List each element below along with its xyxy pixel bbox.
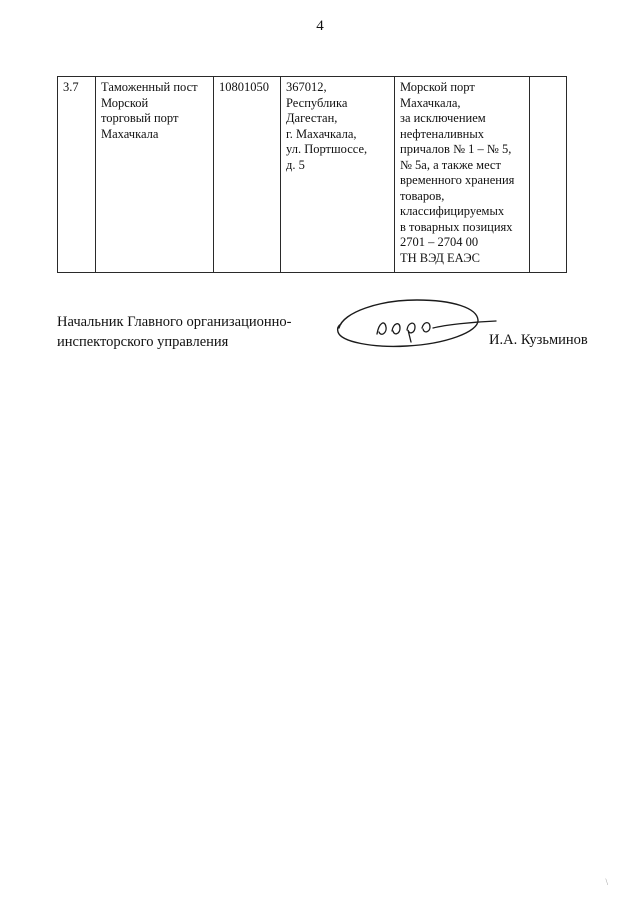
handwritten-signature-icon [325, 294, 500, 356]
cell-post-note: Морской порт Махачкала, за исключением нефтеналивных причалов № 1 – № 5, № 5а, а также мест временного хранения товаров, классифицируемых в товарных позициях 2701 – 2704 00 ТН ВЭД ЕАЭС [395, 77, 530, 273]
page-number: 4 [316, 18, 324, 34]
cell-item-number: 3.7 [58, 77, 96, 273]
cell-post-address: 367012, Республика Дагестан, г. Махачкала, ул. Портшоссе, д. 5 [281, 77, 395, 273]
cell-post-code: 10801050 [214, 77, 281, 273]
cell-post-name: Таможенный пост Морской торговый порт Махачкала [96, 77, 214, 273]
signature-block [57, 312, 597, 353]
customs-posts-table [57, 76, 567, 273]
scan-artifact-mark: \ [605, 877, 608, 887]
cell-empty [530, 77, 567, 273]
signer-name: И.А. Кузьминов [489, 332, 588, 348]
signer-position-title: Начальник Главного организационно- инспекторского управления [57, 314, 292, 351]
table-row [58, 77, 567, 273]
